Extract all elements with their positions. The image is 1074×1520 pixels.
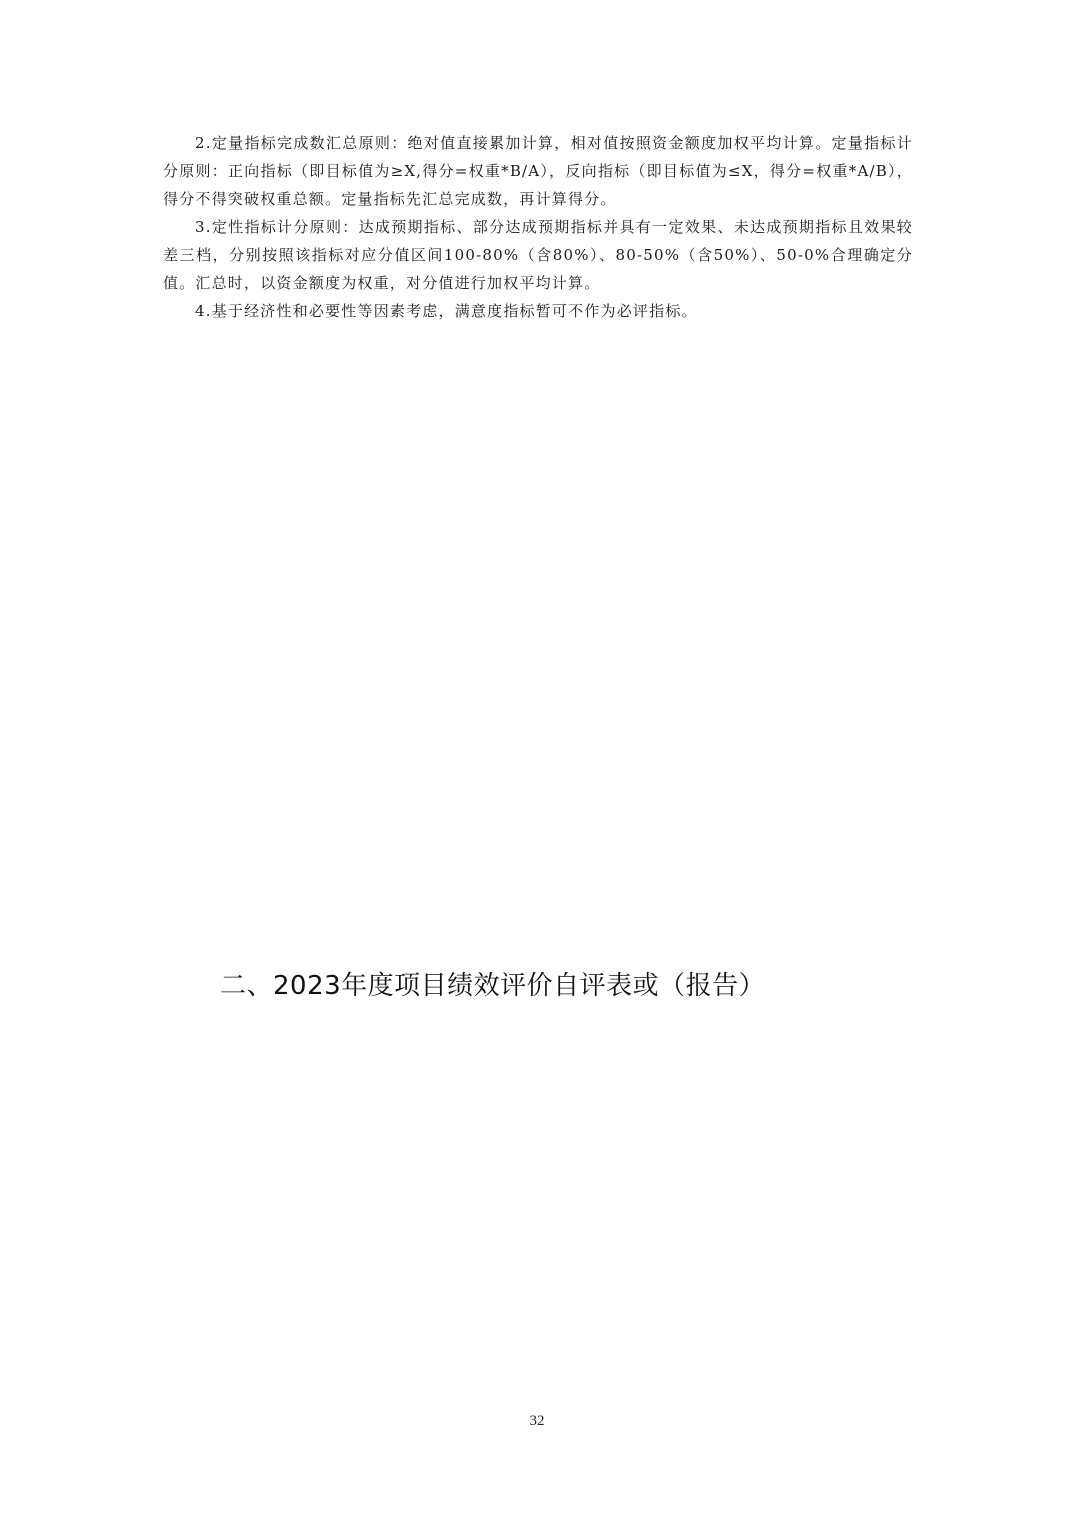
section-heading: 二、2023年度项目绩效评价自评表或（报告）: [220, 971, 766, 1001]
note-paragraph-qualitative: 3.定性指标计分原则：达成预期指标、部分达成预期指标并具有一定效果、未达成预期指标且效果较差三档，分别按照该指标对应分值区间100-80%（含80%）、80-50%（含50%）、50-0%合理确定分值。汇总时，以资金额度为权重，对分值进行加权平均计算。: [163, 218, 913, 292]
notes-block: [163, 129, 913, 325]
note-paragraph-satisfaction: 4.基于经济性和必要性等因素考虑，满意度指标暂可不作为必评指标。: [195, 302, 698, 320]
page-number: 32: [529, 1413, 545, 1429]
note-paragraph-quantitative: 2.定量指标完成数汇总原则：绝对值直接累加计算，相对值按照资金额度加权平均计算。定量指标计分原则：正向指标（即目标值为≥X,得分=权重*B/A），反向指标（即目标值为≤X，得分=权重*A/B），得分不得突破权重总额。定量指标先汇总完成数，再计算得分。: [163, 134, 913, 208]
